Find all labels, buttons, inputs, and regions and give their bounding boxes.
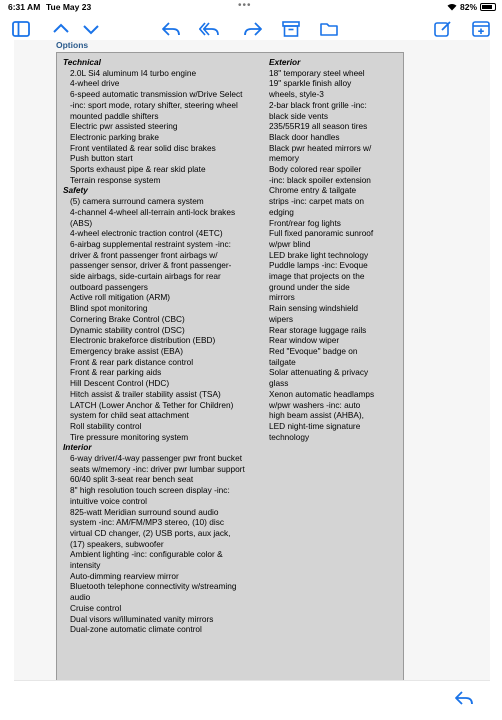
option-line: technology [269,431,310,442]
option-item [63,485,267,506]
option-line: -inc: sport mode, rotary shifter, steering wheel [70,99,238,110]
option-line: Full fixed panoramic sunroof [269,228,374,239]
option-line: high beam assist (AHBA), [269,410,364,421]
option-item [63,378,267,389]
option-line: audio [70,592,91,603]
option-line: 2.0L Si4 aluminum I4 turbo engine [70,67,197,78]
option-line: system -inc: AM/FM/MP3 stereo, (10) disc [70,517,224,528]
option-item [269,346,401,367]
option-item [63,175,267,186]
option-item [269,260,401,303]
options-heading: Options [56,40,89,50]
option-line: Hitch assist & trailer stability assist (TSA) [70,388,221,399]
option-line: 18" temporary steel wheel [269,67,365,78]
option-line: Red "Evoque" badge on [269,345,358,356]
option-line: Body colored rear spoiler [269,164,362,175]
option-item [269,389,401,443]
option-line: seats w/memory -inc: driver pwr lumbar support [70,463,245,474]
wifi-icon [447,3,457,11]
option-line: mounted paddle shifters [70,110,159,121]
option-item [63,549,267,570]
option-line: driver & front passenger front airbags w/ [70,249,218,260]
option-item [269,325,401,336]
option-line: 235/55R19 all season tires [269,121,368,132]
option-item [63,68,267,79]
option-line: (5) camera surround camera system [70,196,204,207]
option-item [63,603,267,614]
status-bar [0,0,502,14]
option-line: Puddle lamps -inc: Evoque [269,260,368,271]
option-item [63,153,267,164]
option-line: Cornering Brake Control (CBC) [70,313,185,324]
option-item [269,164,401,185]
option-item [63,357,267,368]
option-line: Auto-dimming rearview mirror [70,570,179,581]
archive-icon[interactable] [280,18,302,40]
option-line: black side vents [269,110,329,121]
option-item [63,614,267,625]
option-line: 4-channel 4-wheel all-terrain anti-lock brakes [70,206,236,217]
option-line: LED night-time signature [269,420,361,431]
option-item [63,581,267,602]
option-line: Front ventilated & rear solid disc brakes [70,142,216,153]
option-line: LED brake light technology [269,249,369,260]
option-line: Dynamic stability control (DSC) [70,324,185,335]
option-line: Front & rear park distance control [70,356,194,367]
option-line: Push button start [70,153,133,164]
option-item [63,228,267,239]
options-left-column [63,57,267,635]
bottom-divider [14,680,490,681]
option-item [63,292,267,303]
option-line: Black pwr heated mirrors w/ [269,142,372,153]
option-line: Bluetooth telephone connectivity w/streaming [70,581,237,592]
option-item [63,474,267,485]
option-line: 4-wheel drive [70,78,120,89]
sidebar-icon[interactable] [10,18,32,40]
option-line: intuitive voice control [70,495,148,506]
option-line: Cruise control [70,602,122,613]
option-item [269,121,401,132]
option-line: side airbags, side-curtain airbags for rear [70,271,221,282]
option-line: 2-bar black front grille -inc: [269,99,367,110]
option-line: w/pwr blind [269,238,311,249]
status-right [447,2,496,12]
option-item [63,346,267,357]
option-line: memory [269,153,299,164]
option-line: 6-airbag supplemental restraint system -inc: [70,238,231,249]
option-line: Xenon automatic headlamps [269,388,375,399]
option-line: LATCH (Lower Anchor & Tether for Children) [70,399,234,410]
new-window-icon[interactable] [470,18,492,40]
option-line: system for child seat attachment [70,410,189,421]
battery-icon [480,3,496,11]
option-line: 825-watt Meridian surround sound audio [70,506,219,517]
option-item [269,367,401,388]
option-line: wheels, style-3 [269,89,324,100]
option-item [63,164,267,175]
option-line: tailgate [269,356,296,367]
option-item [269,132,401,143]
option-line: Rain sensing windshield [269,303,359,314]
option-line: wipers [269,313,293,324]
chevron-up-icon[interactable] [50,18,72,40]
option-line: 19" sparkle finish alloy [269,78,352,89]
option-line: Front & rear parking aids [70,367,162,378]
option-line: w/pwr washers -inc: auto [269,399,361,410]
option-item [63,624,267,635]
option-item [269,185,401,217]
option-line: Sports exhaust pipe & rear skid plate [70,164,206,175]
option-line: Terrain response system [70,174,161,185]
email-attachment-document[interactable] [14,40,490,680]
option-line: outboard passengers [70,281,148,292]
option-line: passenger sensor, driver & front passenger- [70,260,232,271]
option-line: strips -inc: carpet mats on [269,196,364,207]
option-item [63,400,267,421]
option-item [63,367,267,378]
section-heading: Interior [63,442,92,453]
option-line: Blind spot monitoring [70,303,148,314]
option-line: 4-wheel electronic traction control (4ETC) [70,228,223,239]
forward-icon[interactable] [242,18,264,40]
option-line: edging [269,206,294,217]
folder-icon[interactable] [318,18,340,40]
status-time: 6:31 AM [8,2,41,12]
option-item [63,239,267,293]
option-line: (ABS) [70,217,93,228]
option-item [269,218,401,229]
option-line: ground under the side [269,281,350,292]
option-item [63,507,267,550]
option-item [269,100,401,121]
battery-percent: 82% [459,2,477,12]
option-item [63,89,267,121]
status-date: Tue May 23 [46,2,92,12]
option-line: Chrome entry & tailgate [269,185,357,196]
option-item [63,421,267,432]
option-line: Ambient lighting -inc: configurable color & [70,549,223,560]
option-line: Rear window wiper [269,335,340,346]
option-line: (17) speakers, subwoofer [70,538,164,549]
option-line: intensity [70,560,101,571]
option-line: Dual-zone automatic climate control [70,624,202,635]
option-item [269,250,401,261]
reply-all-icon[interactable] [198,18,220,40]
option-item [63,314,267,325]
option-item [63,335,267,346]
option-line: Dual visors w/illuminated vanity mirrors [70,613,214,624]
option-line: Hill Descent Control (HDC) [70,378,170,389]
option-line: Front/rear fog lights [269,217,341,228]
options-right-column [269,57,401,442]
option-item [63,453,267,474]
option-item [63,432,267,443]
option-item [63,121,267,132]
option-item [63,132,267,143]
option-line: Electronic parking brake [70,131,160,142]
option-line: Roll stability control [70,420,142,431]
option-item [63,143,267,154]
option-item [269,68,401,79]
option-item [63,78,267,89]
option-line: virtual CD changer, (2) USB ports, aux jack, [70,527,231,538]
option-item [63,389,267,400]
option-line: image that projects on the [269,271,365,282]
option-line: mirrors [269,292,295,303]
option-line: Black door handles [269,131,340,142]
option-line: Tire pressure monitoring system [70,431,189,442]
option-line: Electric pwr assisted steering [70,121,178,132]
option-item [63,196,267,207]
option-item [269,78,401,99]
chevron-down-icon[interactable] [80,18,102,40]
option-item [269,143,401,164]
option-line: Rear storage luggage rails [269,324,367,335]
option-line: 6-speed automatic transmission w/Drive Select [70,89,243,100]
option-line: -inc: black spoiler extension [269,174,371,185]
section-heading: Exterior [269,57,301,67]
compose-icon[interactable] [432,18,454,40]
option-item [63,303,267,314]
reply-icon[interactable] [160,18,182,40]
option-item [269,303,401,324]
reply-icon[interactable] [454,688,474,708]
option-item [269,335,401,346]
option-item [63,325,267,336]
option-line: glass [269,378,289,389]
section-heading: Technical [63,57,101,67]
section-heading: Safety [63,185,88,196]
options-panel [56,52,404,680]
option-item [63,207,267,228]
option-line: Emergency brake assist (EBA) [70,345,183,356]
bottom-bar [0,680,502,720]
option-line: Solar attenuating & privacy [269,367,369,378]
option-line: 8" high resolution touch screen display -inc: [70,485,230,496]
option-line: Electronic brakeforce distribution (EBD) [70,335,216,346]
multitasking-dots[interactable]: ••• [238,0,252,11]
option-line: 6-way driver/4-way passenger pwr front bucket [70,453,243,464]
option-line: 60/40 split 3-seat rear bench seat [70,474,194,485]
option-item [63,571,267,582]
option-item [269,228,401,249]
option-line: Active roll mitigation (ARM) [70,292,171,303]
